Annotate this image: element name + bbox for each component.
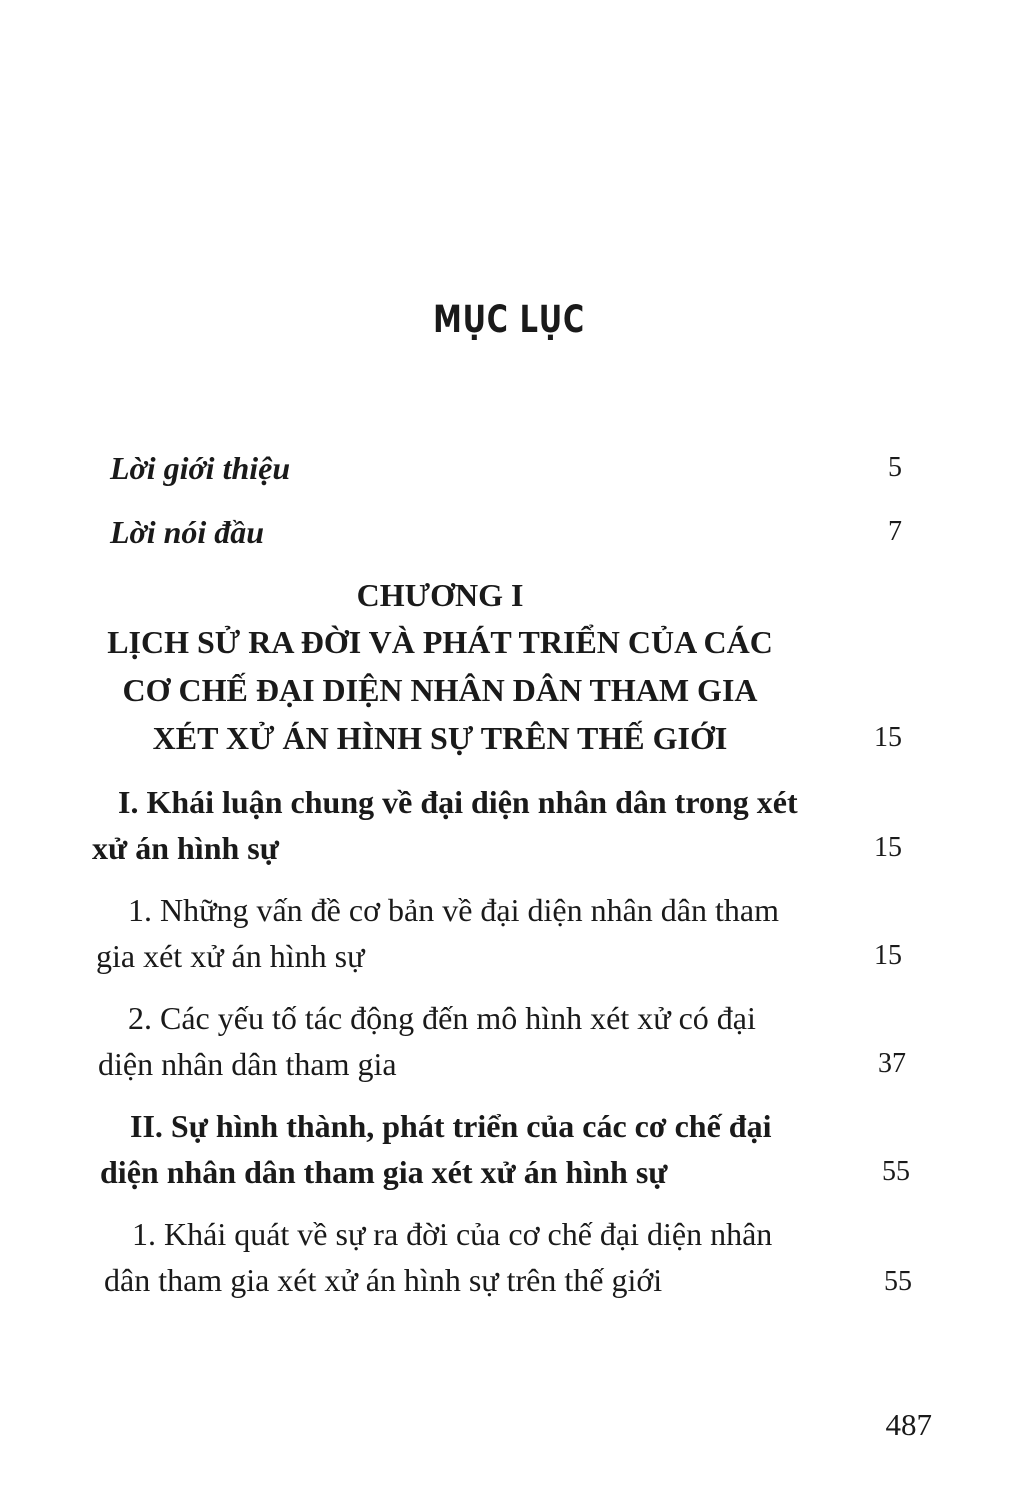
page-number: 487 [885, 1407, 932, 1442]
toc-page-number: 7 [888, 516, 902, 547]
toc-page-number: 55 [882, 1156, 910, 1187]
toc-entry-loi-gioi-thieu: Lời giới thiệu [110, 450, 291, 486]
toc-entry-section-ii-cont: diện nhân dân tham gia xét xử án hình sự [100, 1154, 668, 1190]
toc-page-number: 15 [874, 832, 902, 863]
toc-page-number: 15 [874, 940, 902, 971]
chapter-title-line: XÉT XỬ ÁN HÌNH SỰ TRÊN THẾ GIỚI [152, 720, 728, 756]
toc-entry-section-ii: II. Sự hình thành, phát triển của các cơ chế đại [130, 1108, 772, 1144]
toc-entry-section-i-1-cont: gia xét xử án hình sự [96, 938, 365, 974]
toc-entry-section-ii-1: 1. Khái quát về sự ra đời của cơ chế đại diện nhân [132, 1216, 773, 1252]
toc-page-number: 55 [884, 1266, 912, 1297]
chapter-title-line: CƠ CHẾ ĐẠI DIỆN NHÂN DÂN THAM GIA [122, 672, 758, 708]
toc-page-number: 5 [888, 452, 902, 483]
toc-entry-section-i-1: 1. Những vấn đề cơ bản về đại diện nhân dân tham [128, 892, 779, 928]
toc-entry-section-i-cont: xử án hình sự [92, 830, 279, 866]
toc-entry-loi-noi-dau: Lời nói đầu [110, 514, 265, 550]
toc-page-number: 15 [874, 722, 902, 753]
page-title: MỤC LỤC [433, 298, 585, 341]
chapter-title-line: LỊCH SỬ RA ĐỜI VÀ PHÁT TRIỂN CỦA CÁC [107, 624, 773, 660]
toc-entry-section-i: I. Khái luận chung về đại diện nhân dân trong xét [118, 784, 798, 820]
toc-entry-section-i-2-cont: diện nhân dân tham gia [98, 1046, 397, 1082]
toc-page-number: 37 [878, 1048, 906, 1079]
toc-entry-section-ii-1-cont: dân tham gia xét xử án hình sự trên thế giới [104, 1262, 663, 1298]
toc-entry-section-i-2: 2. Các yếu tố tác động đến mô hình xét xử có đại [128, 1000, 756, 1036]
chapter-label: CHƯƠNG I [356, 577, 524, 613]
